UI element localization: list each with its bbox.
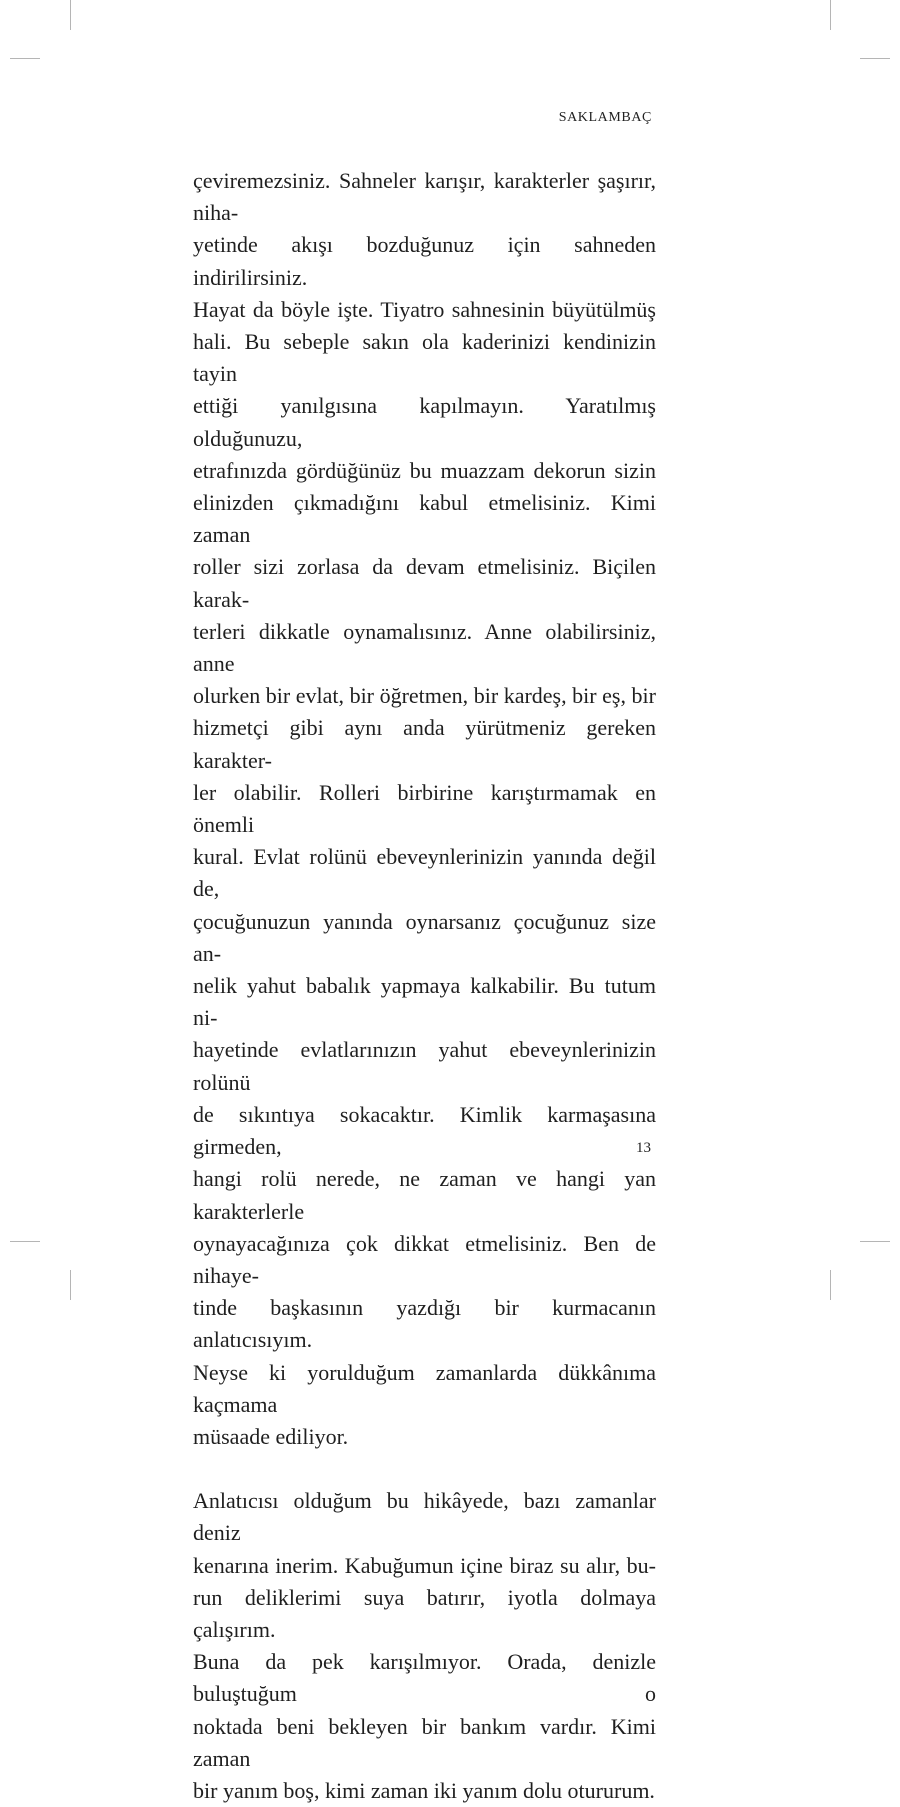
paragraph <box>193 165 656 1453</box>
text-line: Hayat da böyle işte. Tiyatro sahnesinin büyütülmüş <box>193 296 656 322</box>
text-line: nelik yahut babalık yapmaya kalkabilir. Bu tutum ni- <box>193 973 656 1031</box>
crop-mark-right-top <box>860 58 890 59</box>
text-line: run deliklerimi suya batırır, iyotla dolmaya çalışırım. <box>193 1584 656 1642</box>
crop-mark-bottom-right <box>830 1270 831 1300</box>
text-line: Buna da pek karışılmıyor. Orada, denizle buluştuğum o <box>193 1649 656 1707</box>
crop-mark-top-right <box>830 0 831 30</box>
text-line: terleri dikkatle oynamalısınız. Anne olabilirsiniz, anne <box>193 618 656 677</box>
text-line: bir yanım boş, kimi zaman iki yanım dolu otururum. <box>193 1777 655 1803</box>
crop-mark-left-top <box>10 58 40 59</box>
body-text <box>193 165 656 1807</box>
text-line: müsaade ediliyor. <box>193 1423 349 1449</box>
text-line: çeviremezsiniz. Sahneler karışır, karakterler şaşırır, niha- <box>193 168 656 226</box>
crop-mark-right-bottom <box>860 1241 890 1242</box>
paragraph <box>193 1485 656 1807</box>
text-line: hali. Bu sebeple sakın ola kaderinizi kendinizin tayin <box>193 329 656 387</box>
text-line: olurken bir evlat, bir öğretmen, bir kardeş, bir eş, bir <box>193 683 656 709</box>
running-head: SAKLAMBAÇ <box>558 110 652 125</box>
text-line: kural. Evlat rolünü ebeveynlerinizin yanında değil de, <box>193 844 656 902</box>
page-number: 13 <box>636 1140 651 1156</box>
text-line: çocuğunuzun yanında oynarsanız çocuğunuz size an- <box>193 908 656 966</box>
text-line: Anlatıcısı olduğum bu hikâyede, bazı zamanlar deniz <box>193 1488 656 1546</box>
crop-mark-left-bottom <box>10 1241 40 1242</box>
text-line: etrafınızda gördüğünüz bu muazzam dekorun sizin <box>193 457 656 483</box>
text-line: tinde başkasının yazdığı bir kurmacanın anlatıcısıyım. <box>193 1295 656 1353</box>
crop-mark-bottom-left <box>70 1270 71 1300</box>
crop-mark-top-left <box>70 0 71 30</box>
text-line: hayetinde evlatlarınızın yahut ebeveynlerinizin rolünü <box>193 1037 656 1095</box>
text-line: hangi rolü nerede, ne zaman ve hangi yan karakterlerle <box>193 1166 656 1224</box>
text-line: ler olabilir. Rolleri birbirine karıştırmamak en önemli <box>193 779 656 838</box>
text-line: kenarına inerim. Kabuğumun içine biraz su alır, bu- <box>193 1552 656 1578</box>
text-line: oynayacağınıza çok dikkat etmelisiniz. Ben de nihaye- <box>193 1230 656 1288</box>
text-line: ettiği yanılgısına kapılmayın. Yaratılmış olduğunuzu, <box>193 393 656 451</box>
text-line: Neyse ki yorulduğum zamanlarda dükkânıma kaçmama <box>193 1359 656 1417</box>
text-line: roller sizi zorlasa da devam etmelisiniz. Biçilen karak- <box>193 554 656 612</box>
text-line: noktada beni bekleyen bir bankım vardır. Kimi zaman <box>193 1713 656 1771</box>
text-line: hizmetçi gibi aynı anda yürütmeniz gereken karakter- <box>193 715 656 773</box>
text-line: yetinde akışı bozduğunuz için sahneden indirilirsiniz. <box>193 232 656 290</box>
text-line: elinizden çıkmadığını kabul etmelisiniz. Kimi zaman <box>193 490 656 548</box>
text-line: de sıkıntıya sokacaktır. Kimlik karmaşasına girmeden, <box>193 1101 656 1160</box>
